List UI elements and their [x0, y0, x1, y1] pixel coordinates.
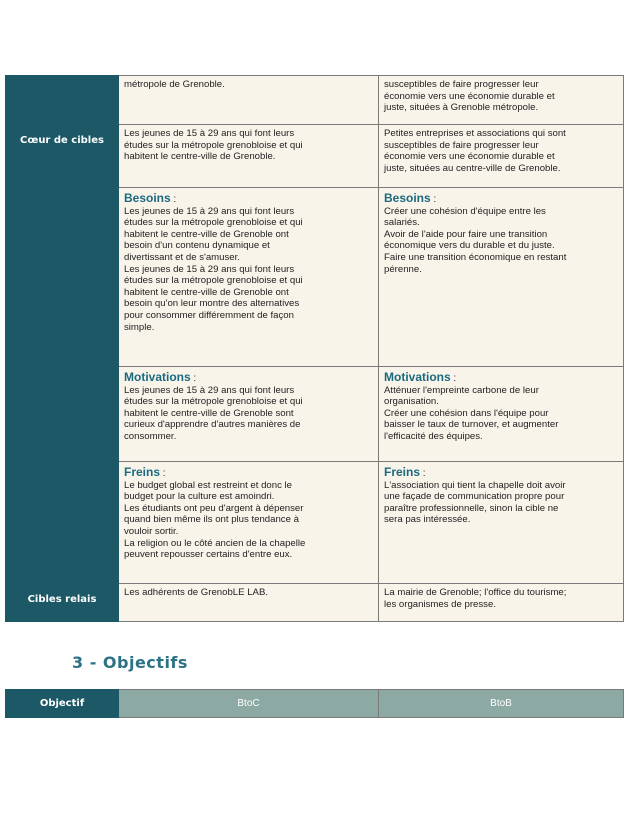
text-line: Les jeunes de 15 à 29 ans qui font leurs — [124, 205, 295, 217]
row-header-cibles-relais: Cibles relais — [6, 584, 119, 622]
table-row — [6, 690, 624, 718]
text-line: Faire une transition économique en restant — [384, 251, 567, 263]
freins-heading: Freins — [124, 465, 161, 479]
besoins-heading: Besoins — [384, 191, 431, 205]
text-line: Les adhérents de GrenobLE LAB. — [124, 587, 269, 598]
table-row — [6, 76, 624, 125]
colon: : — [162, 468, 166, 479]
btoc-header: BtoC — [119, 690, 379, 718]
text-line: Créer une cohésion dans l'équipe pour — [384, 407, 549, 419]
text-line: l'efficacité des équipes. — [384, 430, 483, 442]
text-line: études sur la métropole grenobloise et qui — [124, 275, 303, 287]
text-line: Les étudiants ont peu d'argent à dépenser — [124, 502, 304, 514]
text-line: pour consommer différemment de façon — [124, 309, 294, 321]
table-row — [6, 584, 624, 622]
text-line: simple. — [124, 321, 155, 333]
text-line: études sur la métropole grenobloise et qui — [124, 139, 303, 151]
text-line: habitent le centre-ville de Grenoble. — [124, 151, 276, 163]
text-line: habitent le centre-ville de Grenoble ont — [124, 286, 289, 298]
objectives-table — [5, 689, 624, 718]
motivations-left-text — [124, 385, 373, 443]
text-line: curieux d'apprendre d'autres manières de — [124, 419, 301, 431]
text-line: La mairie de Grenoble; l'office du tourisme; — [384, 587, 567, 598]
relais-right — [379, 584, 624, 622]
cell-left — [119, 125, 379, 188]
text-line: métropole de Grenoble. — [124, 79, 225, 90]
colon: : — [453, 373, 457, 384]
text-line: Atténuer l'empreinte carbone de leur — [384, 384, 539, 396]
text-line: Avoir de l'aide pour faire une transition — [384, 228, 548, 240]
row-header-coeur-de-cibles: Cœur de cibles — [6, 125, 119, 584]
cell-right — [379, 76, 624, 125]
freins-right-text — [384, 480, 618, 526]
text-line: peuvent repousser certains d'entre eux. — [124, 549, 293, 561]
freins-left — [119, 462, 379, 584]
text-line: salariés. — [384, 217, 420, 229]
colon: : — [433, 194, 437, 205]
text-line: organisation. — [384, 396, 439, 408]
text-line: juste, situées à Grenoble métropole. — [384, 102, 539, 114]
besoins-left-text — [124, 206, 373, 334]
motivations-right — [379, 367, 624, 462]
text-line: Créer une cohésion d'équipe entre les — [384, 205, 546, 217]
cell-left — [119, 76, 379, 125]
text-line: habitent le centre-ville de Grenoble ont — [124, 228, 289, 240]
freins-heading: Freins — [384, 465, 421, 479]
text-line: besoin qu'on leur montre des alternatives — [124, 298, 300, 310]
text-line: Les jeunes de 15 à 29 ans qui font leurs — [124, 384, 295, 396]
text-line: Le budget global est restreint et donc le — [124, 479, 293, 491]
freins-left-text — [124, 480, 373, 561]
motivations-heading: Motivations — [384, 370, 451, 384]
text-line: vouloir sortir. — [124, 525, 179, 537]
targets-table — [5, 75, 624, 622]
text-line: baisser le taux de turnover, et augmenter — [384, 419, 559, 431]
text-line: économie vers une économie durable et — [384, 151, 555, 163]
text-line: habitent le centre-ville de Grenoble sont — [124, 407, 294, 419]
besoins-left — [119, 188, 379, 367]
text-line: Les jeunes de 15 à 29 ans qui font leurs — [124, 128, 295, 139]
text-line: L'association qui tient la chapelle doit avoir — [384, 479, 566, 491]
text-line: quand bien même ils ont plus tendance à — [124, 514, 299, 526]
text-line: économie vers une économie durable et — [384, 90, 555, 102]
motivations-heading: Motivations — [124, 370, 191, 384]
colon: : — [193, 373, 197, 384]
text-line: économique vers du durable et du juste. — [384, 240, 555, 252]
cell-right — [379, 125, 624, 188]
row-header-empty — [6, 76, 119, 125]
text-line: budget pour la culture est amoindri. — [124, 491, 275, 503]
section-title: 3 - Objectifs — [72, 653, 188, 672]
text-line: paraître professionnelle, sinon la cible ne — [384, 502, 559, 514]
relais-left — [119, 584, 379, 622]
text-line: une façade de communication propre pour — [384, 491, 565, 503]
table-row — [6, 125, 624, 188]
colon: : — [422, 468, 426, 479]
motivations-right-text — [384, 385, 618, 443]
text-line: Les jeunes de 15 à 29 ans qui font leurs — [124, 263, 295, 275]
besoins-heading: Besoins — [124, 191, 171, 205]
besoins-right-text — [384, 206, 618, 276]
text-line: besoin d'un contenu dynamique et — [124, 240, 270, 252]
objectif-header: Objectif — [6, 690, 119, 718]
text-line: études sur la métropole grenobloise et qui — [124, 396, 303, 408]
text-line: études sur la métropole grenobloise et qui — [124, 217, 303, 229]
text-line: consommer. — [124, 430, 177, 442]
freins-right — [379, 462, 624, 584]
text-line: pérenne. — [384, 263, 422, 275]
text-line: les organismes de presse. — [384, 598, 496, 610]
text-line: divertissant et de s'amuser. — [124, 251, 240, 263]
text-line: juste, situées au centre-ville de Grenoble. — [384, 162, 561, 174]
besoins-right — [379, 188, 624, 367]
text-line: susceptibles de faire progresser leur — [384, 79, 539, 90]
motivations-left — [119, 367, 379, 462]
colon: : — [173, 194, 177, 205]
text-line: sera pas intéressée. — [384, 514, 471, 526]
text-line: La religion ou le côté ancien de la chapelle — [124, 537, 306, 549]
btob-header: BtoB — [379, 690, 624, 718]
text-line: susceptibles de faire progresser leur — [384, 139, 539, 151]
text-line: Petites entreprises et associations qui sont — [384, 128, 566, 139]
